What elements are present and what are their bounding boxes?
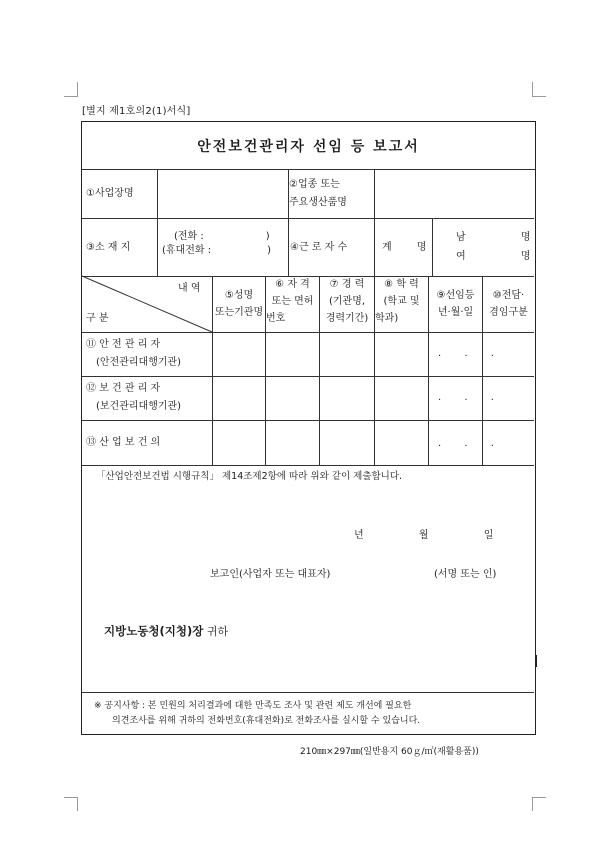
row-label-line: (안전관리대행기관) [96, 357, 182, 368]
row-label-line: ⑪ 안 전 관 리 자 [86, 339, 161, 350]
signature-label: (서명 또는 인) [434, 569, 497, 580]
total-unit: 명 [416, 242, 427, 253]
col-education-header [375, 278, 428, 326]
notice-line: ※ 공지사항 : 본 민원의 처리결과에 대한 만족도 조사 및 관련 제도 개선에 필요한 [94, 701, 412, 711]
header-line: ⑤성명 [224, 290, 254, 301]
header-line: 번호 [266, 313, 286, 324]
header-line: 겸임구분 [489, 307, 528, 318]
header-line: 또는 면허 [271, 296, 314, 307]
row-divider [82, 332, 534, 333]
crop-mark-top-left [77, 82, 78, 96]
crop-mark-top-left [64, 96, 78, 97]
header-line: 년·월·일 [437, 307, 474, 318]
header-line: ⑩전담· [492, 290, 525, 301]
paper-size-note: 210㎜×297㎜(일반용지 60ｇ/㎡(재활용품)) [300, 747, 479, 757]
safety-manager-date[interactable]: . . . [438, 348, 504, 359]
health-manager-label [86, 382, 181, 414]
col-name-header [213, 289, 265, 320]
recipient-suffix: 귀하 [206, 625, 229, 638]
row-label-line: ⑫ 보 건 관 리 자 [86, 383, 161, 394]
column-divider [374, 218, 375, 276]
address-label: ③소 재 지 [86, 242, 131, 253]
header-line: ⑥ 자 격 [275, 279, 310, 290]
business-name-field[interactable] [158, 171, 287, 217]
form-label: [별지 제1호의2(1)서식] [82, 106, 191, 117]
crop-mark-bottom-right [532, 797, 546, 798]
row-divider [82, 465, 534, 466]
health-manager-date[interactable]: . . . [438, 392, 504, 403]
reporter-label: 보고인(사업자 또는 대표자) [210, 569, 331, 580]
female-count [456, 250, 531, 264]
header-line: (학교 및 [383, 296, 420, 307]
submission-statement: 「산업안전보건법 시행규칙」 제14조제2항에 따라 위와 같이 제출합니다. [96, 471, 403, 482]
male-unit: 명 [520, 232, 531, 243]
col-date-header [429, 289, 482, 320]
row-divider [82, 218, 534, 219]
male-count [456, 231, 531, 245]
crop-mark-bottom-left [77, 797, 78, 811]
crop-mark-top-right [532, 82, 533, 96]
detail-label: 내 역 [178, 283, 201, 294]
recipient [104, 624, 228, 639]
male-label: 남 [456, 232, 466, 243]
occupational-physician-date[interactable]: . . . [438, 438, 504, 449]
female-unit: 명 [520, 251, 531, 262]
header-line: (기관명, [328, 296, 366, 307]
female-label: 여 [456, 251, 466, 262]
row-divider [82, 692, 534, 693]
header-line: 학과) [375, 313, 399, 324]
header-line: ⑦ 경 력 [329, 279, 365, 290]
column-divider [432, 218, 433, 276]
recipient-office: 지방노동청(지청)장 [104, 624, 204, 638]
crop-mark-bottom-left [64, 797, 78, 798]
notice-line: 의견조사를 위해 귀하의 전화번호(휴대전화)로 전화조사를 실시할 수 있습니다. [112, 716, 421, 726]
phone-close: ) [265, 231, 270, 242]
mobile-label: (휴대전화 : [162, 245, 212, 256]
row-label-line: (보건관리대행기관) [96, 401, 182, 412]
row-divider [82, 376, 534, 377]
notice-text [94, 700, 420, 728]
report-form [81, 121, 536, 735]
header-line: 또는기관명 [214, 307, 264, 318]
date-line [354, 529, 493, 543]
phone-label: (전화 : [174, 231, 204, 242]
workers-total [382, 241, 427, 255]
col-career-header [320, 278, 374, 326]
header-line: 경력기간) [325, 313, 369, 324]
row-divider [82, 420, 534, 421]
industry-label-line: ②업종 또는 [289, 179, 340, 190]
crop-mark-bottom-right [532, 797, 533, 811]
workers-label: ④근 로 자 수 [290, 242, 348, 253]
business-name-label: ①사업장명 [86, 188, 134, 199]
col-license-header [266, 278, 319, 326]
date-month: 월 [418, 530, 429, 541]
col-type-header [483, 289, 534, 320]
header-line: ⑨선임등 [436, 290, 475, 301]
division-label: 구 분 [86, 313, 109, 324]
margin-mark [535, 655, 537, 667]
form-title: 안전보건관리자 선임 등 보고서 [82, 122, 535, 170]
safety-manager-label [86, 338, 181, 370]
industry-field[interactable] [375, 171, 533, 217]
industry-label [289, 178, 347, 210]
mobile-close: ) [267, 245, 271, 256]
date-year: 년 [354, 530, 364, 541]
header-line: ⑧ 학 력 [384, 279, 419, 290]
crop-mark-top-right [532, 96, 546, 97]
date-day: 일 [483, 530, 494, 541]
industry-label-line: 주요생산품명 [289, 197, 347, 208]
address-field[interactable] [158, 230, 286, 258]
occupational-physician-label: ⑬ 산 업 보 건 의 [86, 437, 161, 448]
total-label: 계 [382, 242, 392, 253]
